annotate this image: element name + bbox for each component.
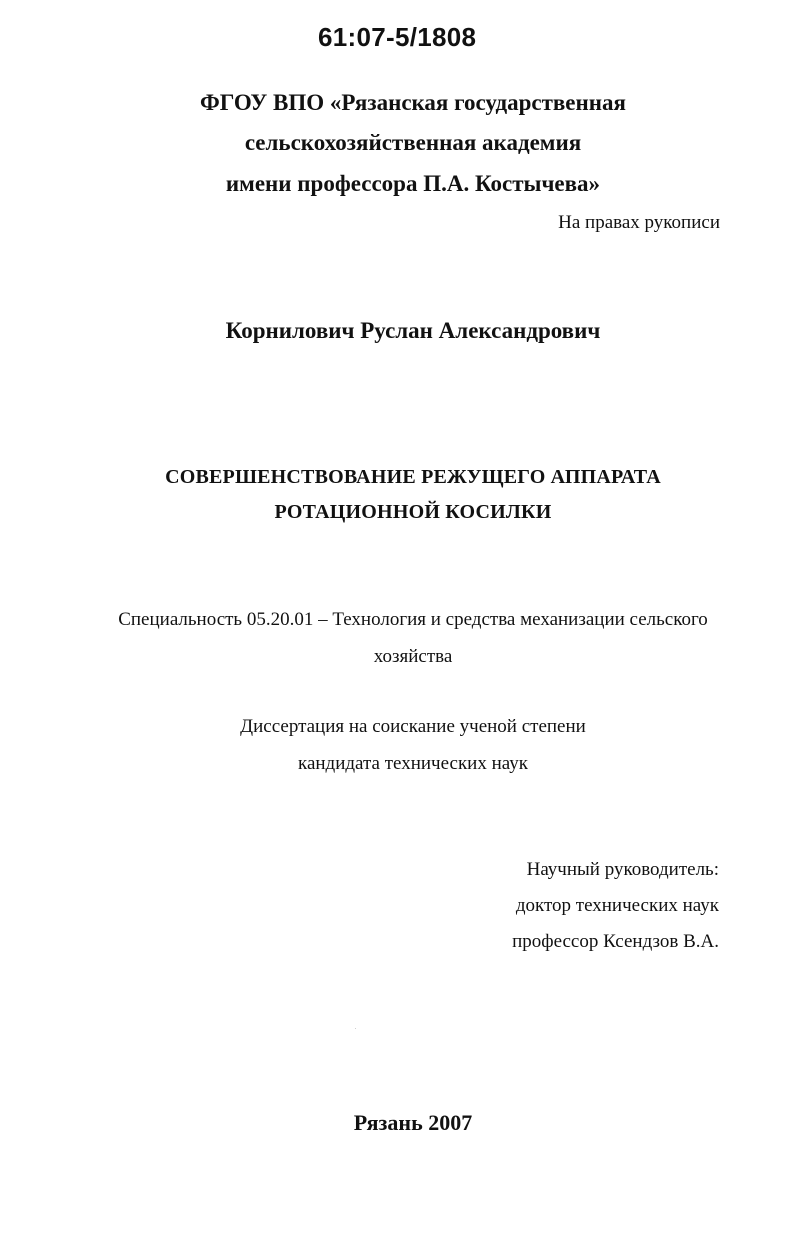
author-name: Корнилович Руслан Александрович bbox=[225, 318, 601, 343]
place-and-year: Рязань 2007 bbox=[353, 1110, 473, 1135]
specialty-line-2: хозяйства bbox=[373, 646, 453, 667]
manuscript-note: На правах рукописи bbox=[558, 212, 720, 233]
institution-line-3: имени профессора П.А. Костычева» bbox=[225, 171, 601, 196]
supervisor-degree: доктор технических наук bbox=[515, 895, 719, 916]
dissertation-line-2: кандидата технических наук bbox=[298, 753, 528, 774]
institution-line-1: ФГОУ ВПО «Рязанская государственная bbox=[200, 90, 626, 115]
thesis-title-line-2: РОТАЦИОННОЙ КОСИЛКИ bbox=[274, 501, 552, 523]
supervisor-name: профессор Ксендзов В.А. bbox=[512, 931, 719, 952]
institution-line-2: сельскохозяйственная академия bbox=[244, 130, 582, 155]
thesis-title-line-1: СОВЕРШЕНСТВОВАНИЕ РЕЖУЩЕГО АППАРАТА bbox=[165, 466, 661, 488]
scan-speck bbox=[355, 1028, 356, 1029]
specialty-line-1: Специальность 05.20.01 – Технология и средства механизации сельского bbox=[118, 609, 708, 630]
catalog-number: 61:07-5/1808 bbox=[318, 22, 477, 52]
supervisor-label: Научный руководитель: bbox=[526, 859, 719, 880]
dissertation-line-1: Диссертация на соискание ученой степени bbox=[240, 716, 586, 737]
